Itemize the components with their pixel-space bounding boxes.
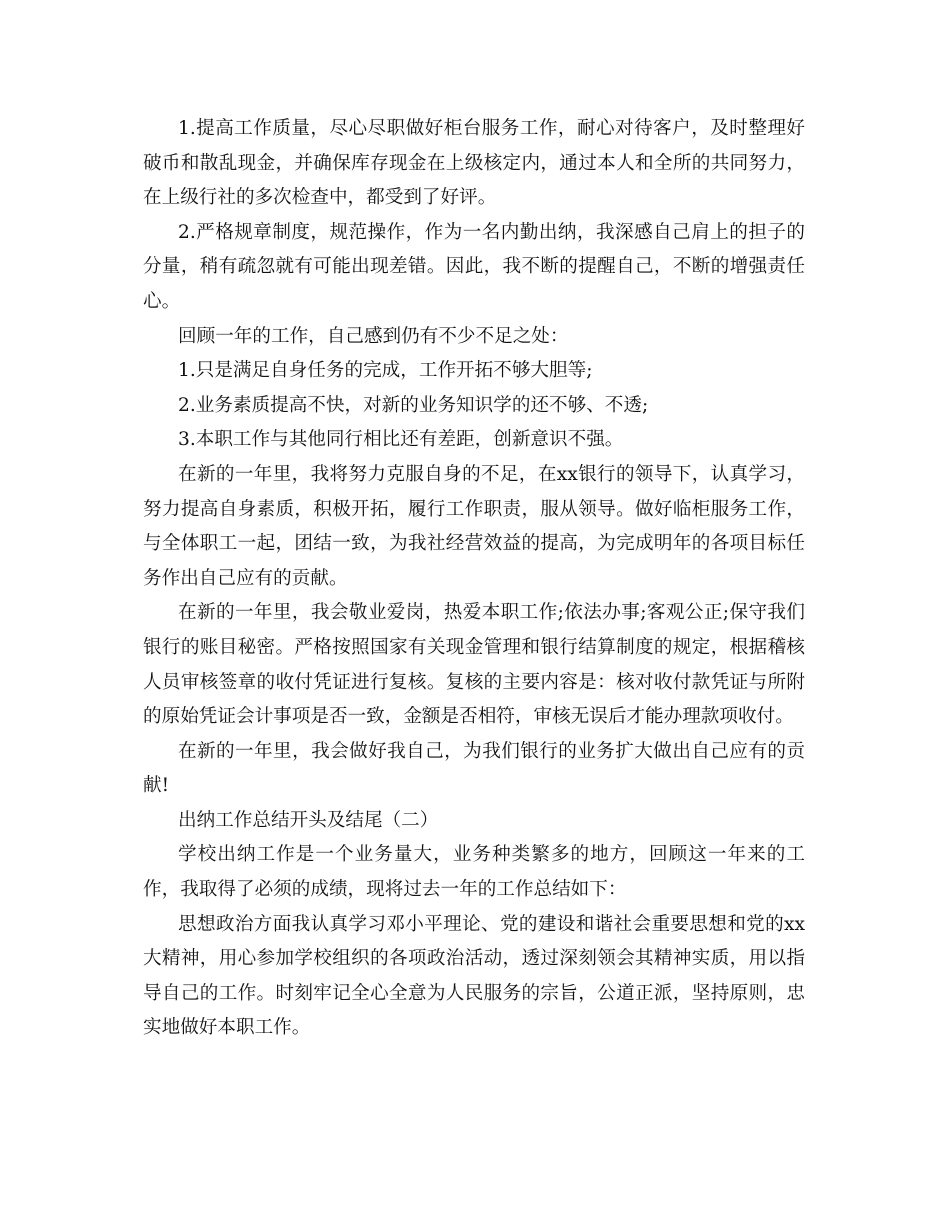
paragraph-quality: 1.提高工作质量，尽心尽职做好柜台服务工作，耐心对待客户，及时整理好破币和散乱现金，并确保库存现金在上级核定内，通过本人和全所的共同努力，在上级行社的多次检查中，都受到了好评。 — [143, 118, 805, 209]
document-body — [143, 112, 805, 1046]
section-heading: 出纳工作总结开头及结尾（二） — [178, 809, 439, 831]
paragraph-rules: 2.严格规章制度，规范操作，作为一名内勤出纳，我深感自己肩上的担子的分量，稍有疏忽就有可能出现差错。因此，我不断的提醒自己，不断的增强责任心。 — [143, 221, 805, 312]
paragraph-political: 思想政治方面我认真学习邓小平理论、党的建设和谐社会重要思想和党的xx大精神，用心参加学校组织的各项政治活动，透过深刻领会其精神实质，用以指导自己的工作。时刻牢记全心全意为人民服务的宗旨，公道正派，坚持原则，忠实地做好本职工作。 — [143, 913, 805, 1039]
list-item-shortcoming-2: 2.业务素质提高不快，对新的业务知识学的还不够、不透; — [178, 394, 649, 416]
paragraph-new-year-closing: 在新的一年里，我会做好我自己，为我们银行的业务扩大做出自己应有的贡献! — [143, 740, 805, 797]
paragraph-school-intro: 学校出纳工作是一个业务量大，业务种类繁多的地方，回顾这一年来的工作，我取得了必须的成绩，现将过去一年的工作总结如下： — [143, 844, 805, 901]
paragraph-new-year-plan: 在新的一年里，我将努力克服自身的不足，在xx银行的领导下，认真学习，努力提高自身素质，积极开拓，履行工作职责，服从领导。做好临柜服务工作，与全体职工一起，团结一致，为我社经营效益的提高，为完成明年的各项目标任务作出自己应有的贡献。 — [143, 463, 805, 589]
paragraph-review-intro: 回顾一年的工作，自己感到仍有不少不足之处： — [178, 325, 569, 347]
list-item-shortcoming-1: 1.只是满足自身任务的完成，工作开拓不够大胆等; — [178, 360, 593, 382]
paragraph-new-year-duty: 在新的一年里，我会敬业爱岗，热爱本职工作;依法办事;客观公正;保守我们银行的账目秘密。严格按照国家有关现金管理和银行结算制度的规定，根据稽核人员审核签章的收付凭证进行复核。复核的主要内容是：核对收付款凭证与所附的原始凭证会计事项是否一致，金额是否相符，审核无误后才能办理款项收付。 — [143, 602, 805, 728]
list-item-shortcoming-3: 3.本职工作与其他同行相比还有差距，创新意识不强。 — [178, 429, 624, 451]
